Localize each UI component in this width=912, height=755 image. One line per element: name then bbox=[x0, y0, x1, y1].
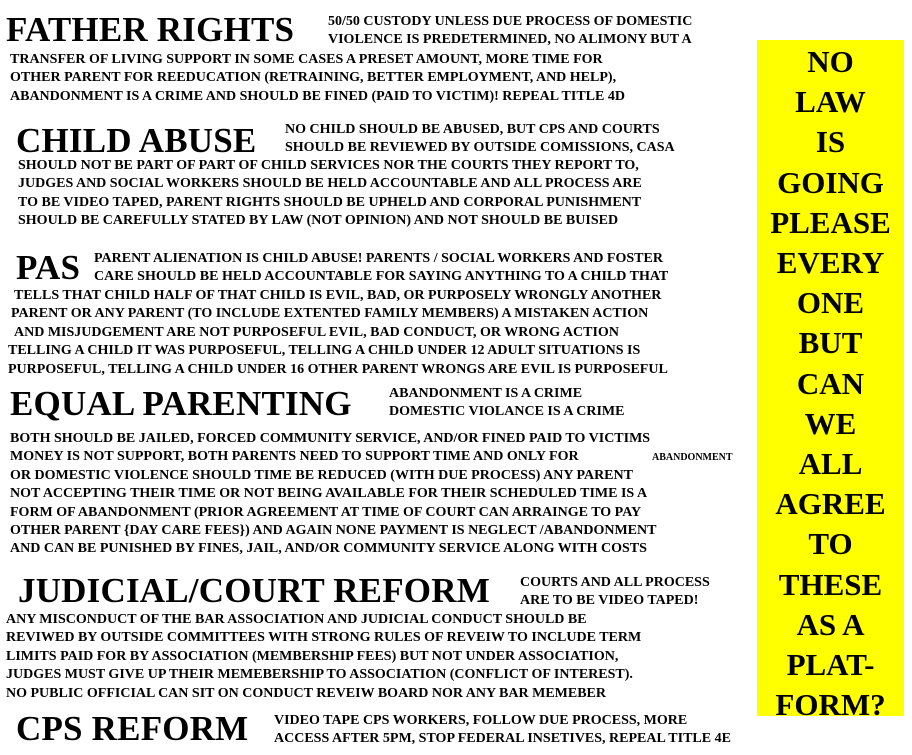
heading-judicial-court-reform: JUDICIAL/COURT REFORM bbox=[18, 571, 490, 610]
slogan-line: CAN bbox=[796, 365, 865, 401]
text-line: LIMITS PAID FOR BY ASSOCIATION (MEMBERSHIP FEES) BUT NOT UNDER ASSOCIATION, bbox=[6, 648, 619, 664]
text-line: ABANDONMENT IS A CRIME bbox=[389, 386, 583, 401]
slogan-line: BUT bbox=[798, 325, 863, 361]
equal-parenting-body bbox=[10, 430, 656, 559]
text-line: JUDGES AND SOCIAL WORKERS SHOULD BE HELD ACCOUNTABLE AND ALL PROCESS ARE bbox=[18, 176, 642, 192]
text-line: AND MISJUDGEMENT ARE NOT PURPOSEFUL EVIL, BAD CONDUCT, OR WRONG ACTION bbox=[14, 324, 619, 340]
text-line: NOT ACCEPTING THEIR TIME OR NOT BEING AVAILABLE FOR THEIR SCHEDULED TIME IS A bbox=[10, 486, 648, 502]
judicial-reform-body bbox=[6, 611, 641, 703]
child-abuse-side-text bbox=[285, 121, 675, 158]
text-line: PARENT OR ANY PARENT (TO INCLUDE EXTENTED FAMILY MEMBERS) A MISTAKEN ACTION bbox=[11, 306, 649, 322]
slogan-line: EVERY bbox=[776, 245, 885, 281]
slogan-line: TO bbox=[808, 526, 853, 562]
slogan-line: FORM? bbox=[775, 687, 886, 723]
text-line: 50/50 CUSTODY UNLESS DUE PROCESS OF DOMESTIC bbox=[328, 14, 693, 29]
text-line: TELLING A CHILD IT WAS PURPOSEFUL, TELLING A CHILD UNDER 12 ADULT SITUATIONS IS bbox=[8, 343, 641, 359]
text-line: SHOULD BE REVIEWED BY OUTSIDE COMISSIONS, CASA bbox=[285, 140, 675, 156]
text-line: FORM OF ABANDONMENT (PRIOR AGREEMENT AT TIME OF COURT CAN ARRAINGE TO PAY bbox=[10, 504, 642, 520]
text-line: OTHER PARENT FOR REEDUCATION (RETRAINING, BETTER EMPLOYMENT, AND HELP), bbox=[10, 70, 617, 86]
cps-reform-side-text bbox=[274, 712, 731, 749]
slogan-line: ONE bbox=[796, 285, 865, 321]
slogan-line: GOING bbox=[777, 164, 884, 200]
slogan-line: AS A bbox=[796, 606, 865, 642]
text-line: VIOLENCE IS PREDETERMINED, NO ALIMONY BUT A bbox=[328, 32, 692, 48]
text-line: OTHER PARENT {DAY CARE FEES}) AND AGAIN NONE PAYMENT IS NEGLECT /ABANDONMENT bbox=[10, 523, 657, 539]
text-line: NO PUBLIC OFFICIAL CAN SIT ON CONDUCT REVEIW BOARD NOR ANY BAR MEMEBER bbox=[6, 685, 606, 701]
text-line: SHOULD NOT BE PART OF PART OF CHILD SERVICES NOR THE COURTS THEY REPORT TO, bbox=[18, 158, 639, 173]
heading-cps-reform: CPS REFORM bbox=[16, 709, 249, 748]
slogan-line: PLEASE bbox=[770, 204, 891, 240]
text-line: ANY MISCONDUCT OF THE BAR ASSOCIATION AND JUDICIAL CONDUCT SHOULD BE bbox=[6, 612, 587, 627]
text-line: DOMESTIC VIOLANCE IS A CRIME bbox=[389, 404, 625, 420]
slogan-line: IS bbox=[815, 124, 846, 160]
text-line: OR DOMESTIC VIOLENCE SHOULD TIME BE REDUCED (WITH DUE PROCESS) ANY PARENT bbox=[10, 467, 633, 483]
text-line: COURTS AND ALL PROCESS bbox=[520, 575, 710, 590]
text-line: AND CAN BE PUNISHED BY FINES, JAIL, AND/OR COMMUNITY SERVICE ALONG WITH COSTS bbox=[10, 541, 647, 557]
slogan-line: THESE bbox=[778, 566, 883, 602]
equal-parenting-small-word: ABANDONMENT bbox=[652, 452, 733, 463]
text-line: CARE SHOULD BE HELD ACCOUNTABLE FOR SAYING ANYTHING TO A CHILD THAT bbox=[94, 269, 669, 285]
slogan-line: WE bbox=[804, 405, 857, 441]
text-line: TELLS THAT CHILD HALF OF THAT CHILD IS EVIL, BAD, OR PURPOSELY WRONGLY ANOTHER bbox=[14, 288, 662, 303]
slogan-line: ALL bbox=[798, 446, 863, 482]
heading-child-abuse: CHILD ABUSE bbox=[16, 121, 257, 160]
text-line: ACCESS AFTER 5PM, STOP FEDERAL INSETIVES, REPEAL TITLE 4E bbox=[274, 731, 731, 747]
slogan-text bbox=[757, 42, 904, 725]
heading-father-rights: FATHER RIGHTS bbox=[6, 10, 295, 49]
heading-pas: PAS bbox=[16, 248, 81, 287]
pas-side-text bbox=[94, 250, 668, 287]
slogan-line: NO bbox=[807, 44, 854, 79]
text-line: JUDGES MUST GIVE UP THEIR MEMEBERSHIP TO ASSOCIATION (CONFLICT OF INTEREST). bbox=[6, 667, 633, 683]
text-line: TRANSFER OF LIVING SUPPORT IN SOME CASES A PRESET AMOUNT, MORE TIME FOR bbox=[10, 52, 603, 67]
pas-body bbox=[8, 287, 668, 379]
text-line: NO CHILD SHOULD BE ABUSED, BUT CPS AND COURTS bbox=[285, 122, 660, 137]
text-line: ARE TO BE VIDEO TAPED! bbox=[520, 593, 699, 609]
child-abuse-body bbox=[18, 157, 642, 231]
father-rights-body bbox=[10, 51, 625, 106]
slogan-line: PLAT- bbox=[786, 647, 875, 683]
judicial-reform-side-text bbox=[520, 574, 710, 611]
slogan-line: LAW bbox=[795, 84, 866, 120]
text-line: BOTH SHOULD BE JAILED, FORCED COMMUNITY SERVICE, AND/OR FINED PAID TO VICTIMS bbox=[10, 431, 651, 446]
father-rights-side-text bbox=[328, 13, 692, 50]
text-line: SHOULD BE CAREFULLY STATED BY LAW (NOT OPINION) AND NOT SHOULD BE BUISED bbox=[18, 213, 619, 229]
text-line: TO BE VIDEO TAPED, PARENT RIGHTS SHOULD BE UPHELD AND CORPORAL PUNISHMENT bbox=[18, 194, 642, 210]
text-line: MONEY IS NOT SUPPORT, BOTH PARENTS NEED TO SUPPORT TIME AND ONLY FOR bbox=[10, 449, 579, 465]
slogan-line: AGREE bbox=[775, 486, 886, 522]
text-line: PARENT ALIENATION IS CHILD ABUSE! PARENTS / SOCIAL WORKERS AND FOSTER bbox=[94, 251, 663, 266]
text-line: PURPOSEFUL, TELLING A CHILD UNDER 16 OTHER PARENT WRONGS ARE EVIL IS PURPOSEFUL bbox=[8, 361, 668, 377]
text-line: REVIWED BY OUTSIDE COMMITTEES WITH STRONG RULES OF REVEIW TO INCLUDE TERM bbox=[6, 630, 642, 646]
text-line: VIDEO TAPE CPS WORKERS, FOLLOW DUE PROCESS, MORE bbox=[274, 713, 688, 728]
equal-parenting-side-text bbox=[389, 385, 624, 422]
text-line: ABANDONMENT IS A CRIME AND SHOULD BE FINED (PAID TO VICTIM)! REPEAL TITLE 4D bbox=[10, 88, 625, 104]
heading-equal-parenting: EQUAL PARENTING bbox=[10, 384, 352, 423]
